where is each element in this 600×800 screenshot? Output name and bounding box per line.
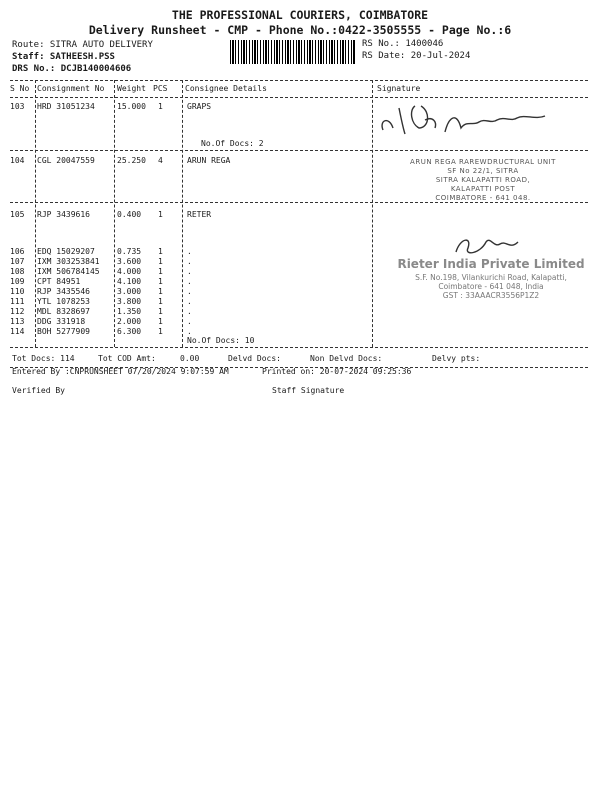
cell-details: RETER [187, 210, 212, 219]
tot-cod-value: 0.00 [180, 354, 200, 363]
cell-pcs: 1 [158, 267, 163, 276]
cell-weight: 1.350 [117, 307, 142, 316]
barcode [230, 40, 355, 64]
arun-rega-stamp [378, 158, 588, 203]
no-docs-count-2: No.Of Docs: 10 [187, 336, 255, 345]
cell-weight: 2.000 [117, 317, 142, 326]
cell-details: . [187, 327, 192, 336]
header-consignment: Consignment No [37, 84, 105, 93]
table-top-line [10, 80, 588, 81]
header-signature: Signature [377, 84, 421, 93]
cell-details: . [187, 277, 192, 286]
runsheet-subtitle: Delivery Runsheet - CMP - Phone No.:0422-3505555 - Page No.:6 [88, 23, 512, 37]
cell-pcs: 4 [158, 156, 163, 165]
cell-consignment: HRD 31051234 [37, 102, 95, 111]
rieter-gst: GST : 33AAACR3556P1Z2 [442, 291, 540, 300]
cell-consignment: YTL 1078253 [37, 297, 90, 306]
staff-signature: Staff Signature [272, 386, 345, 395]
arun-stamp-line-5: COIMBATORE - 641 048. [435, 194, 531, 202]
rs-no-text: RS No.: 1400046 [362, 39, 444, 49]
arun-stamp-line-1: ARUN REGA RAREWDRUCTURAL UNIT [410, 158, 556, 166]
cell-sno: 105 [10, 210, 25, 219]
cell-consignment: CGL 20047559 [37, 156, 95, 165]
staff-text: Staff: SATHEESH.PSS [12, 52, 115, 62]
header-weight: Weight [117, 84, 146, 93]
cell-weight: 15.000 [117, 102, 146, 111]
header-details: Consignee Details [185, 84, 267, 93]
col-divider-cn [114, 80, 115, 347]
cell-weight: 4.000 [117, 267, 142, 276]
cell-consignment: CPT 84951 [37, 277, 81, 286]
arun-stamp-line-3: SITRA KALAPATTI ROAD, [435, 176, 531, 184]
cell-consignment: BOH 5277909 [37, 327, 90, 336]
cell-sno: 110 [10, 287, 25, 296]
cell-pcs: 1 [158, 327, 163, 336]
cell-consignment: EDQ 15029207 [37, 247, 95, 256]
cell-sno: 111 [10, 297, 25, 306]
company-title: THE PROFESSIONAL COURIERS, COIMBATORE [171, 8, 429, 22]
cell-weight: 0.400 [117, 210, 142, 219]
cell-weight: 0.735 [117, 247, 142, 256]
cell-consignment: IXM 506784145 [37, 267, 100, 276]
row-divider-1 [10, 150, 588, 151]
cell-pcs: 1 [158, 102, 163, 111]
delvy-pts: Delvy pts: [432, 354, 481, 363]
cell-sno: 113 [10, 317, 25, 326]
cell-consignment: RJP 3435546 [37, 287, 90, 296]
cell-pcs: 1 [158, 317, 163, 326]
cell-pcs: 1 [158, 247, 163, 256]
col-divider-sno [35, 80, 36, 347]
cell-sno: 106 [10, 247, 25, 256]
cell-sno: 103 [10, 102, 25, 111]
header-sno: S No [10, 84, 30, 93]
cell-sno: 108 [10, 267, 25, 276]
cell-details: ARUN REGA [187, 156, 231, 165]
cell-sno: 112 [10, 307, 25, 316]
cell-sno: 109 [10, 277, 25, 286]
cell-details: . [187, 287, 192, 296]
rieter-address-1: S.F. No.198, Vilankurichi Road, Kalapatti, [415, 273, 567, 282]
cell-details: . [187, 307, 192, 316]
cell-consignment: MDL 8328697 [37, 307, 90, 316]
cell-details: . [187, 257, 192, 266]
table-bottom-line [10, 347, 588, 348]
rieter-address-2: Coimbatore - 641 048, India [438, 282, 544, 291]
cell-pcs: 1 [158, 210, 163, 219]
cell-details: . [187, 297, 192, 306]
cell-pcs: 1 [158, 287, 163, 296]
col-divider-pcs [182, 80, 183, 347]
cell-sno: 107 [10, 257, 25, 266]
cell-weight: 3.800 [117, 297, 142, 306]
printed-on: Printed on: 20-07-2024 09:25:36 [262, 367, 412, 376]
verified-by: Verified By [12, 386, 65, 395]
cell-consignment: IXM 303253841 [37, 257, 100, 266]
cell-weight: 25.250 [117, 156, 146, 165]
tot-docs: Tot Docs: 114 [12, 354, 75, 363]
cell-details: GRAPS [187, 102, 212, 111]
arun-stamp-line-2: SF No 22/1, SITRA [447, 167, 519, 175]
handwritten-signature-2 [450, 228, 530, 260]
rs-date-text: RS Date: 20-Jul-2024 [362, 51, 471, 61]
cell-details: . [187, 267, 192, 276]
cell-consignment: DDG 331918 [37, 317, 86, 326]
arun-stamp-line-4: KALAPATTI POST [450, 185, 516, 193]
rieter-stamp [395, 257, 587, 300]
cell-weight: 3.600 [117, 257, 142, 266]
route-text: Route: SITRA AUTO DELIVERY [12, 40, 153, 50]
cell-pcs: 1 [158, 297, 163, 306]
cell-pcs: 1 [158, 257, 163, 266]
col-divider-details [372, 80, 373, 347]
cell-consignment: RJP 3439616 [37, 210, 90, 219]
delvd-docs: Delvd Docs: [228, 354, 281, 363]
cell-details: . [187, 317, 192, 326]
tot-cod-label: Tot COD Amt: [98, 354, 156, 363]
non-delvd-docs: Non Delvd Docs: [310, 354, 383, 363]
cell-weight: 4.100 [117, 277, 142, 286]
cell-details: . [187, 247, 192, 256]
rieter-name: Rieter India Private Limited [397, 257, 585, 271]
cell-pcs: 1 [158, 277, 163, 286]
cell-weight: 6.300 [117, 327, 142, 336]
handwritten-signature-1 [375, 98, 590, 148]
no-docs-count-1: No.Of Docs: 2 [201, 139, 264, 148]
drs-text: DRS No.: DCJB140004606 [12, 64, 132, 74]
cell-weight: 3.000 [117, 287, 142, 296]
cell-pcs: 1 [158, 307, 163, 316]
cell-sno: 104 [10, 156, 25, 165]
cell-sno: 114 [10, 327, 25, 336]
entered-by: Entered By :CNPRUNSHEET 07/20/2024 9:07:59 AM [12, 367, 229, 376]
header-pcs: PCS [153, 84, 168, 93]
